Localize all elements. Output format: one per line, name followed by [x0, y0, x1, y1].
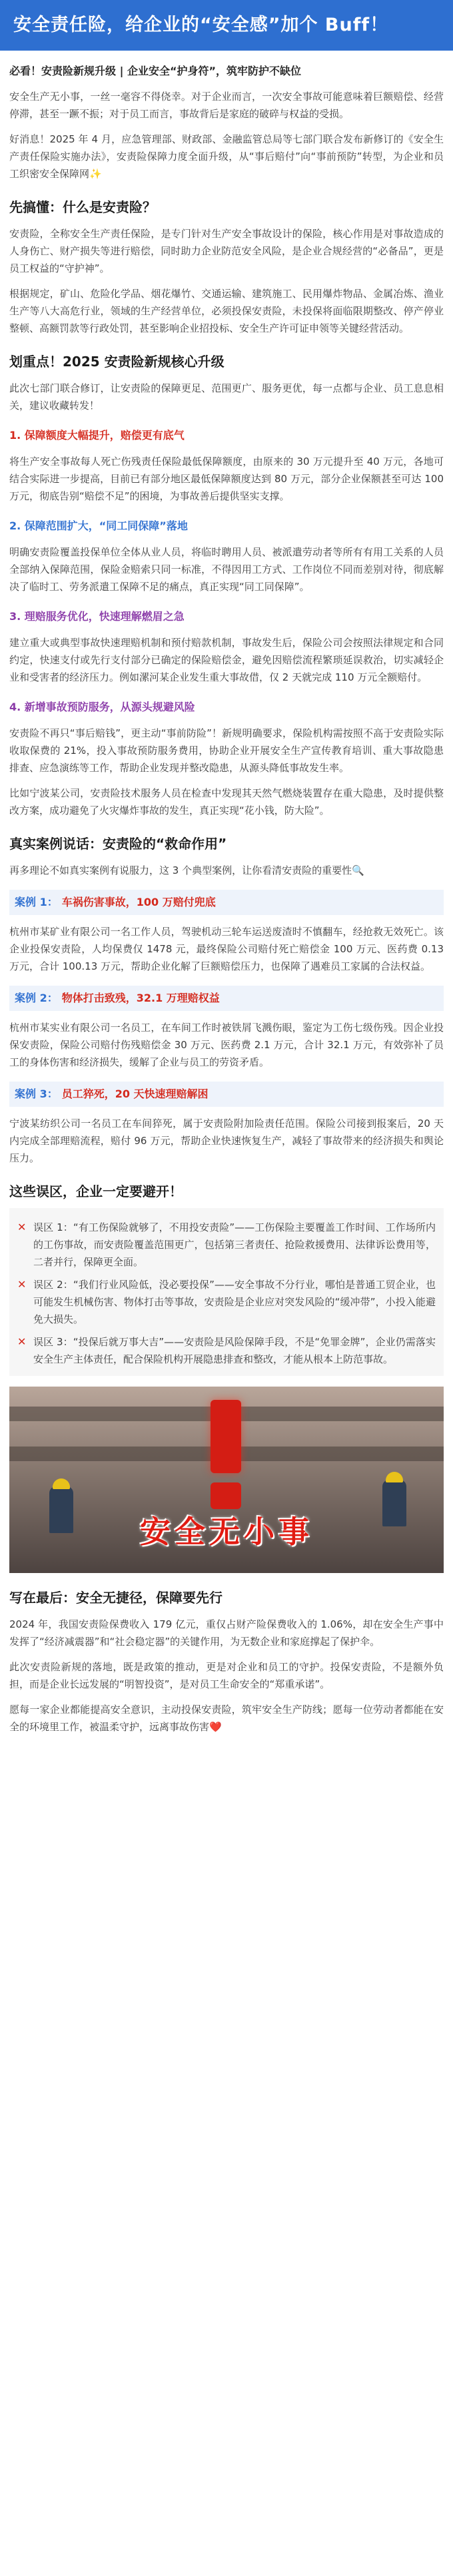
cross-icon: ✕: [17, 1278, 27, 1291]
case-3-body: 宁波某纺织公司一名员工在车间猝死，属于安责险附加险责任范围。保险公司接到报案后，20 天内完成全部理赔流程，赔付 96 万元，帮助企业快速恢复生产，减轻了事故带来的经济损失和舆论压力。: [9, 1118, 444, 1164]
mistake-item: [17, 1276, 436, 1328]
section-what-is-paragraph-1: 安责险，全称安全生产责任保险，是专门针对生产安全事故设计的保险，核心作用是对事故造成的人身伤亡、财产损失等进行赔偿，同时助力企业防范安全风险，是企业合规经营的“必备品”，更是员工权益的“守护神”。: [9, 228, 444, 274]
page-title: 安全责任险，给企业的“安全感”加个 Buff！: [13, 15, 389, 35]
closing-paragraph-3: 愿每一家企业都能提高安全意识，主动投保安责险，筑牢安全生产防线；愿每一位劳动者都能在安全的环境里工作，被温柔守护，远离事故伤害❤️: [9, 1704, 444, 1733]
helmet-icon: [53, 1478, 70, 1489]
case-2-body: 杭州市某实业有限公司一名员工，在车间工作时被铁屑飞溅伤眼，鉴定为工伤七级伤残。因企业投保安责险，保险公司赔付伤残赔偿金 30 万元、医药费 2.1 万元，合计 32.1 万元，有效弥补了员工的身体伤害和经济损失，缓解了企业与员工的劳资矛盾。: [9, 1022, 444, 1068]
intro-paragraph-2: 好消息！2025 年 4 月，应急管理部、财政部、金融监管总局等七部门联合发布新修订的《安全生产责任保险实施办法》，安责险保障力度全面升级，从“事后赔付”向“事前预防”转型，为企业和员工织密安全保障网✨: [9, 133, 444, 180]
upgrade-item-1-title: 1. 保障额度大幅提升，赔偿更有底气: [9, 429, 185, 442]
closing-paragraph-1: 2024 年，我国安责险保费收入 179 亿元，重仅占财产险保费收入的 1.06%，却在安全生产事中发挥了“经济减震器”和“社会稳定器”的关键作用，为无数企业和家庭撑起了保护伞。: [9, 1618, 444, 1648]
case-1-heading: [9, 890, 444, 915]
section-what-is-paragraph-2: 根据规定，矿山、危险化学品、烟花爆竹、交通运输、建筑施工、民用爆炸物品、金属冶炼、渔业生产等八大高危行业，领域的生产经营单位，必须投保安责险，未投保将面临限期整改、停产停业整顿、高额罚款等行政处罚，甚至影响企业招投标、安全生产许可证申领等关键经营活动。: [9, 288, 444, 334]
exclamation-icon: [189, 1400, 262, 1513]
helmet-icon: [386, 1472, 403, 1482]
safety-photo: [9, 1387, 444, 1573]
case-1-label: 案例 1：: [15, 896, 58, 908]
case-1-headline: 车祸伤害事故，100 万赔付兜底: [61, 896, 216, 908]
closing-paragraph-2: 此次安责险新规的落地，既是政策的推动，更是对企业和员工的守护。投保安责险，不是额外负担，而是企业长远发展的“明智投资”，是对员工生命安全的“郑重承诺”。: [9, 1661, 444, 1690]
mistake-2-text: 误区 2：“我们行业风险低，没必要投保”——安全事故不分行业，哪怕是普通工贸企业，也可能发生机械伤害、物体打击等事故，安责险是企业应对突发风险的“缓冲带”，小投入能避免大损失。: [33, 1279, 436, 1325]
mistake-item: [17, 1333, 436, 1368]
section-closing-title: 写在最后：安全无捷径，保障要先行: [9, 1590, 223, 1606]
section-mistakes-title: 这些误区，企业一定要避开！: [9, 1183, 183, 1199]
case-3-headline: 员工猝死，20 天快速理赔解困: [61, 1088, 209, 1100]
upgrade-item-4-example: 比如宁波某公司，安责险技术服务人员在检查中发现其天然气燃烧装置存在重大隐患，及时提供整改方案，成功避免了火灾爆炸事故的发生，真正实现“花小钱，防大险”。: [9, 787, 444, 816]
case-2-headline: 物体打击致残，32.1 万理赔权益: [61, 992, 220, 1004]
photo-slogan: 安全无小事: [140, 1514, 313, 1550]
case-1-body: 杭州市某矿业有限公司一名工作人员，驾驶机动三轮车运送废渣时不慎翻车，经抢救无效死亡。该企业投保安责险，人均保费仅 1478 元，最终保险公司赔付死亡赔偿金 100 万元、医药费 0.13 万元，合计 100.13 万元，帮助企业化解了巨额赔偿压力，也保障了遇难员工家属的合法权益。: [9, 926, 444, 972]
upgrade-item-1-body: 将生产安全事故每人死亡伤残责任保险最低保障额度，由原来的 30 万元提升至 40 万元，各地可结合实际进一步提高，目前已有部分地区最低保障额度达到 80 万元，部分企业保额甚至可达 100 万元，彻底告别“赔偿不足”的困境，为事故善后提供坚实支撑。: [9, 456, 444, 502]
cross-icon: ✕: [17, 1335, 27, 1348]
section-cases-title: 真实案例说话：安责险的“救命作用”: [9, 836, 227, 852]
section-upgrade-title: 划重点！2025 安责险新规核心升级: [9, 354, 225, 370]
mistakes-box: [9, 1208, 444, 1376]
title-banner: [0, 0, 453, 51]
upgrade-item-2-title: 2. 保障范围扩大，“同工同保障”落地: [9, 519, 188, 532]
upgrade-item-2-body: 明确安责险覆盖投保单位全体从业人员，将临时聘用人员、被派遣劳动者等所有有用工关系的人员全部纳入保障范围，保险金赔索只同一标准，不得因用工方式、工作岗位不同而差别对待，彻底解决了临时工、劳务派遣工保障不足的痛点，真正实现“同工同保障”。: [9, 546, 444, 593]
case-2-heading: [9, 986, 444, 1011]
mistake-3-text: 误区 3：“投保后就万事大吉”——安责险是风险保障手段，不是“免罪金牌”，企业仍需落实安全生产主体责任，配合保险机构开展隐患排查和整改，才能从根本上防范事故。: [33, 1336, 436, 1365]
upgrade-item-3-body: 建立重大或典型事故快速理赔机制和预付赔款机制，事故发生后，保险公司会按照法律规定和合同约定，快速支付或先行支付部分已确定的保险赔偿金，避免因赔偿流程繁琐延误救治，切实减轻企业和受害者的经济压力。例如漯河某企业发生重大事故借，仅 2 天就完成 110 万元全额赔付。: [9, 637, 444, 683]
case-2-label: 案例 2：: [15, 992, 58, 1004]
upgrade-item-4-body: 安责险不再只“事后赔钱”，更主动“事前防险”！新规明确要求，保险机构需按照不高于安责险实际收取保费的 21%，投入事故预防服务费用，协助企业开展安全生产宣传教育培训、重大事故隐患排查、应急演练等工作，帮助企业发现并整改隐患，从源头降低事故发生率。: [9, 727, 444, 774]
intro-paragraph-1: 安全生产无小事，一丝一毫容不得侥幸。对于企业而言，一次安全事故可能意味着巨额赔偿、经营停滞，甚至一蹶不振；对于员工而言，事故背后是家庭的破碎与权益的受损。: [9, 91, 444, 120]
case-3-heading: [9, 1082, 444, 1107]
mistake-1-text: 误区 1：“有工伤保险就够了，不用投安责险”——工伤保险主要覆盖工作时间、工作场所内的工伤事故，而安责险覆盖范围更广，包括第三者责任、抢险救援费用、法律诉讼费用等，二者并行，保障更全面。: [33, 1221, 436, 1268]
upgrade-item-4-title: 4. 新增事故预防服务，从源头规避风险: [9, 701, 195, 713]
cross-icon: ✕: [17, 1221, 27, 1233]
lead-line: 必看！安责险新规升级 | 企业安全“护身符”，筑牢防护不缺位: [9, 65, 302, 77]
section-what-is-title: 先搞懂：什么是安责险？: [9, 199, 156, 215]
section-upgrade-intro: 此次七部门联合修订，让安责险的保障更足、范围更广、服务更优，每一点都与企业、员工息息相关，建议收藏转发！: [9, 382, 444, 412]
mistake-item: [17, 1219, 436, 1271]
upgrade-item-3-title: 3. 理赔服务优化，快速理解燃眉之急: [9, 610, 185, 623]
section-cases-intro: 再多理论不如真实案例有说服力，这 3 个典型案例，让你看清安责险的重要性🔍: [9, 864, 364, 876]
case-3-label: 案例 3：: [15, 1088, 58, 1100]
